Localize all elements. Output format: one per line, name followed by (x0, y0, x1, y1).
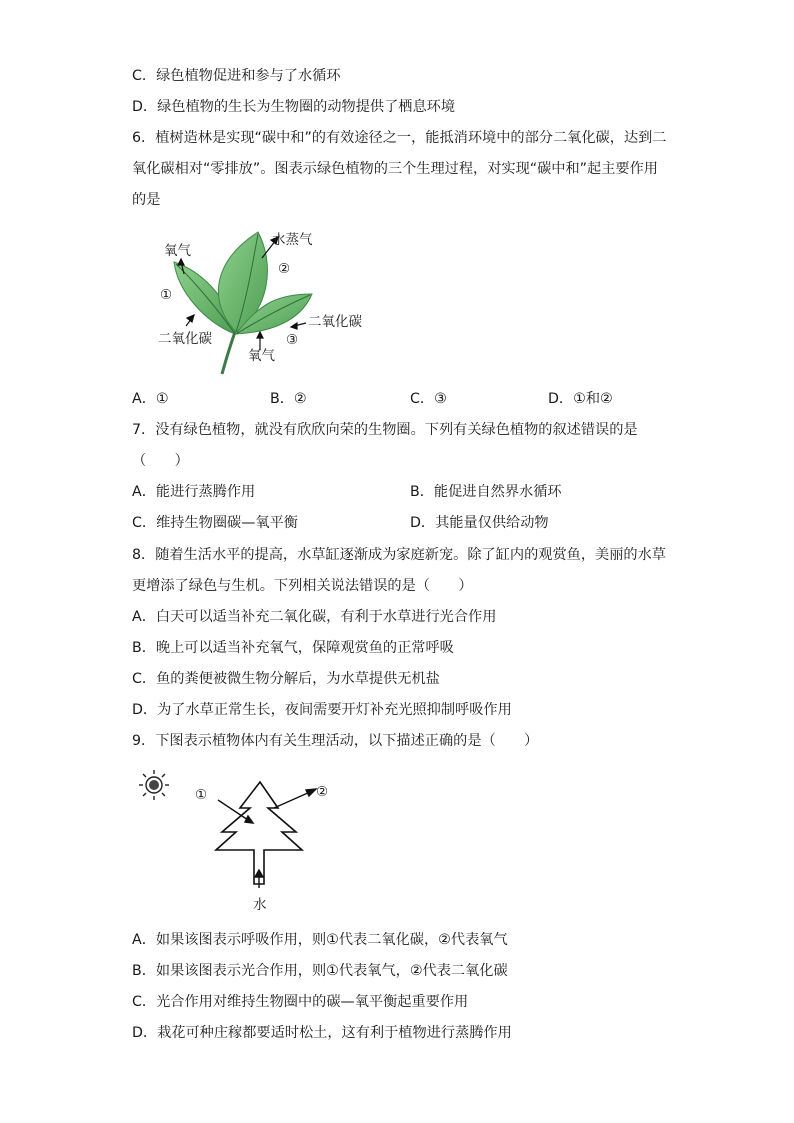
label-n2: ② (278, 261, 291, 277)
label-n1: ① (160, 287, 173, 303)
tree-label-n2: ② (316, 784, 329, 800)
q6-stem-line2: 氧化碳相对“零排放”。图表示绿色植物的三个生理过程，对实现“碳中和”起主要作用 (132, 161, 658, 177)
q9-option-a[interactable]: A．如果该图表示呼吸作用，则①代表二氧化碳，②代表氧气 (132, 932, 508, 948)
q8-option-b[interactable]: B．晚上可以适当补充氧气，保障观赏鱼的正常呼吸 (132, 640, 454, 656)
q9-stem: 9．下图表示植物体内有关生理活动，以下描述正确的是（ ） (132, 733, 539, 749)
q7-option-b[interactable]: B．能促进自然界水循环 (410, 484, 562, 500)
label-n3: ③ (286, 332, 299, 348)
label-o2-bottom: 氧气 (248, 348, 275, 364)
q7-stem-line2: （ ） (132, 453, 189, 469)
q6-option-b[interactable]: B．② (270, 391, 307, 407)
q8-stem-line1: 8．随着生活水平的提高，水草缸逐渐成为家庭新宠。除了缸内的观赏鱼，美丽的水草 (132, 547, 666, 563)
q7-option-c[interactable]: C．维持生物圈碳—氧平衡 (132, 515, 298, 531)
q8-option-d[interactable]: D．为了水草正常生长，夜间需要开灯补充光照抑制呼吸作用 (132, 702, 512, 718)
label-co2-left: 二氧化碳 (158, 331, 212, 347)
q6-stem-line3: 的是 (132, 192, 161, 208)
q9-option-d[interactable]: D．栽花可种庄稼都要适时松土，这有利于植物进行蒸腾作用 (132, 1025, 512, 1041)
sun-icon (139, 770, 169, 800)
q6-option-d[interactable]: D．①和② (548, 391, 613, 407)
q9-option-c[interactable]: C．光合作用对维持生物圈中的碳—氧平衡起重要作用 (132, 994, 469, 1010)
q7-stem-line1: 7．没有绿色植物，就没有欣欣向荣的生物圈。下列有关绿色植物的叙述错误的是 (132, 422, 638, 438)
label-co2-right: 二氧化碳 (308, 314, 362, 330)
tree-figure (132, 760, 362, 910)
q6-option-a[interactable]: A．① (132, 391, 169, 407)
tree-label-n1: ① (195, 787, 208, 803)
q6-option-c[interactable]: C．③ (410, 391, 447, 407)
q8-stem-line2: 更增添了绿色与生机。下列相关说法错误的是（ ） (132, 578, 473, 594)
q7-option-a[interactable]: A．能进行蒸腾作用 (132, 484, 256, 500)
q6-stem-line1: 6．植树造林是实现“碳中和”的有效途径之一，能抵消环境中的部分二氧化碳，达到二 (132, 130, 667, 146)
q8-option-a[interactable]: A．白天可以适当补充二氧化碳，有利于水草进行光合作用 (132, 609, 497, 625)
stem (222, 332, 235, 374)
q9-option-b[interactable]: B．如果该图表示光合作用，则①代表氧气，②代表二氧化碳 (132, 963, 508, 979)
label-water-vapor: 水蒸气 (272, 232, 313, 248)
q5-option-d: D．绿色植物的生长为生物圈的动物提供了栖息环境 (132, 99, 456, 115)
q5-option-c: C．绿色植物促进和参与了水循环 (132, 68, 341, 84)
label-o2-top: 氧气 (164, 243, 191, 259)
q8-option-c[interactable]: C．鱼的粪便被微生物分解后，为水草提供无机盐 (132, 671, 440, 687)
q7-option-d[interactable]: D．其能量仅供给动物 (410, 515, 549, 531)
tree-label-water: 水 (253, 897, 267, 913)
